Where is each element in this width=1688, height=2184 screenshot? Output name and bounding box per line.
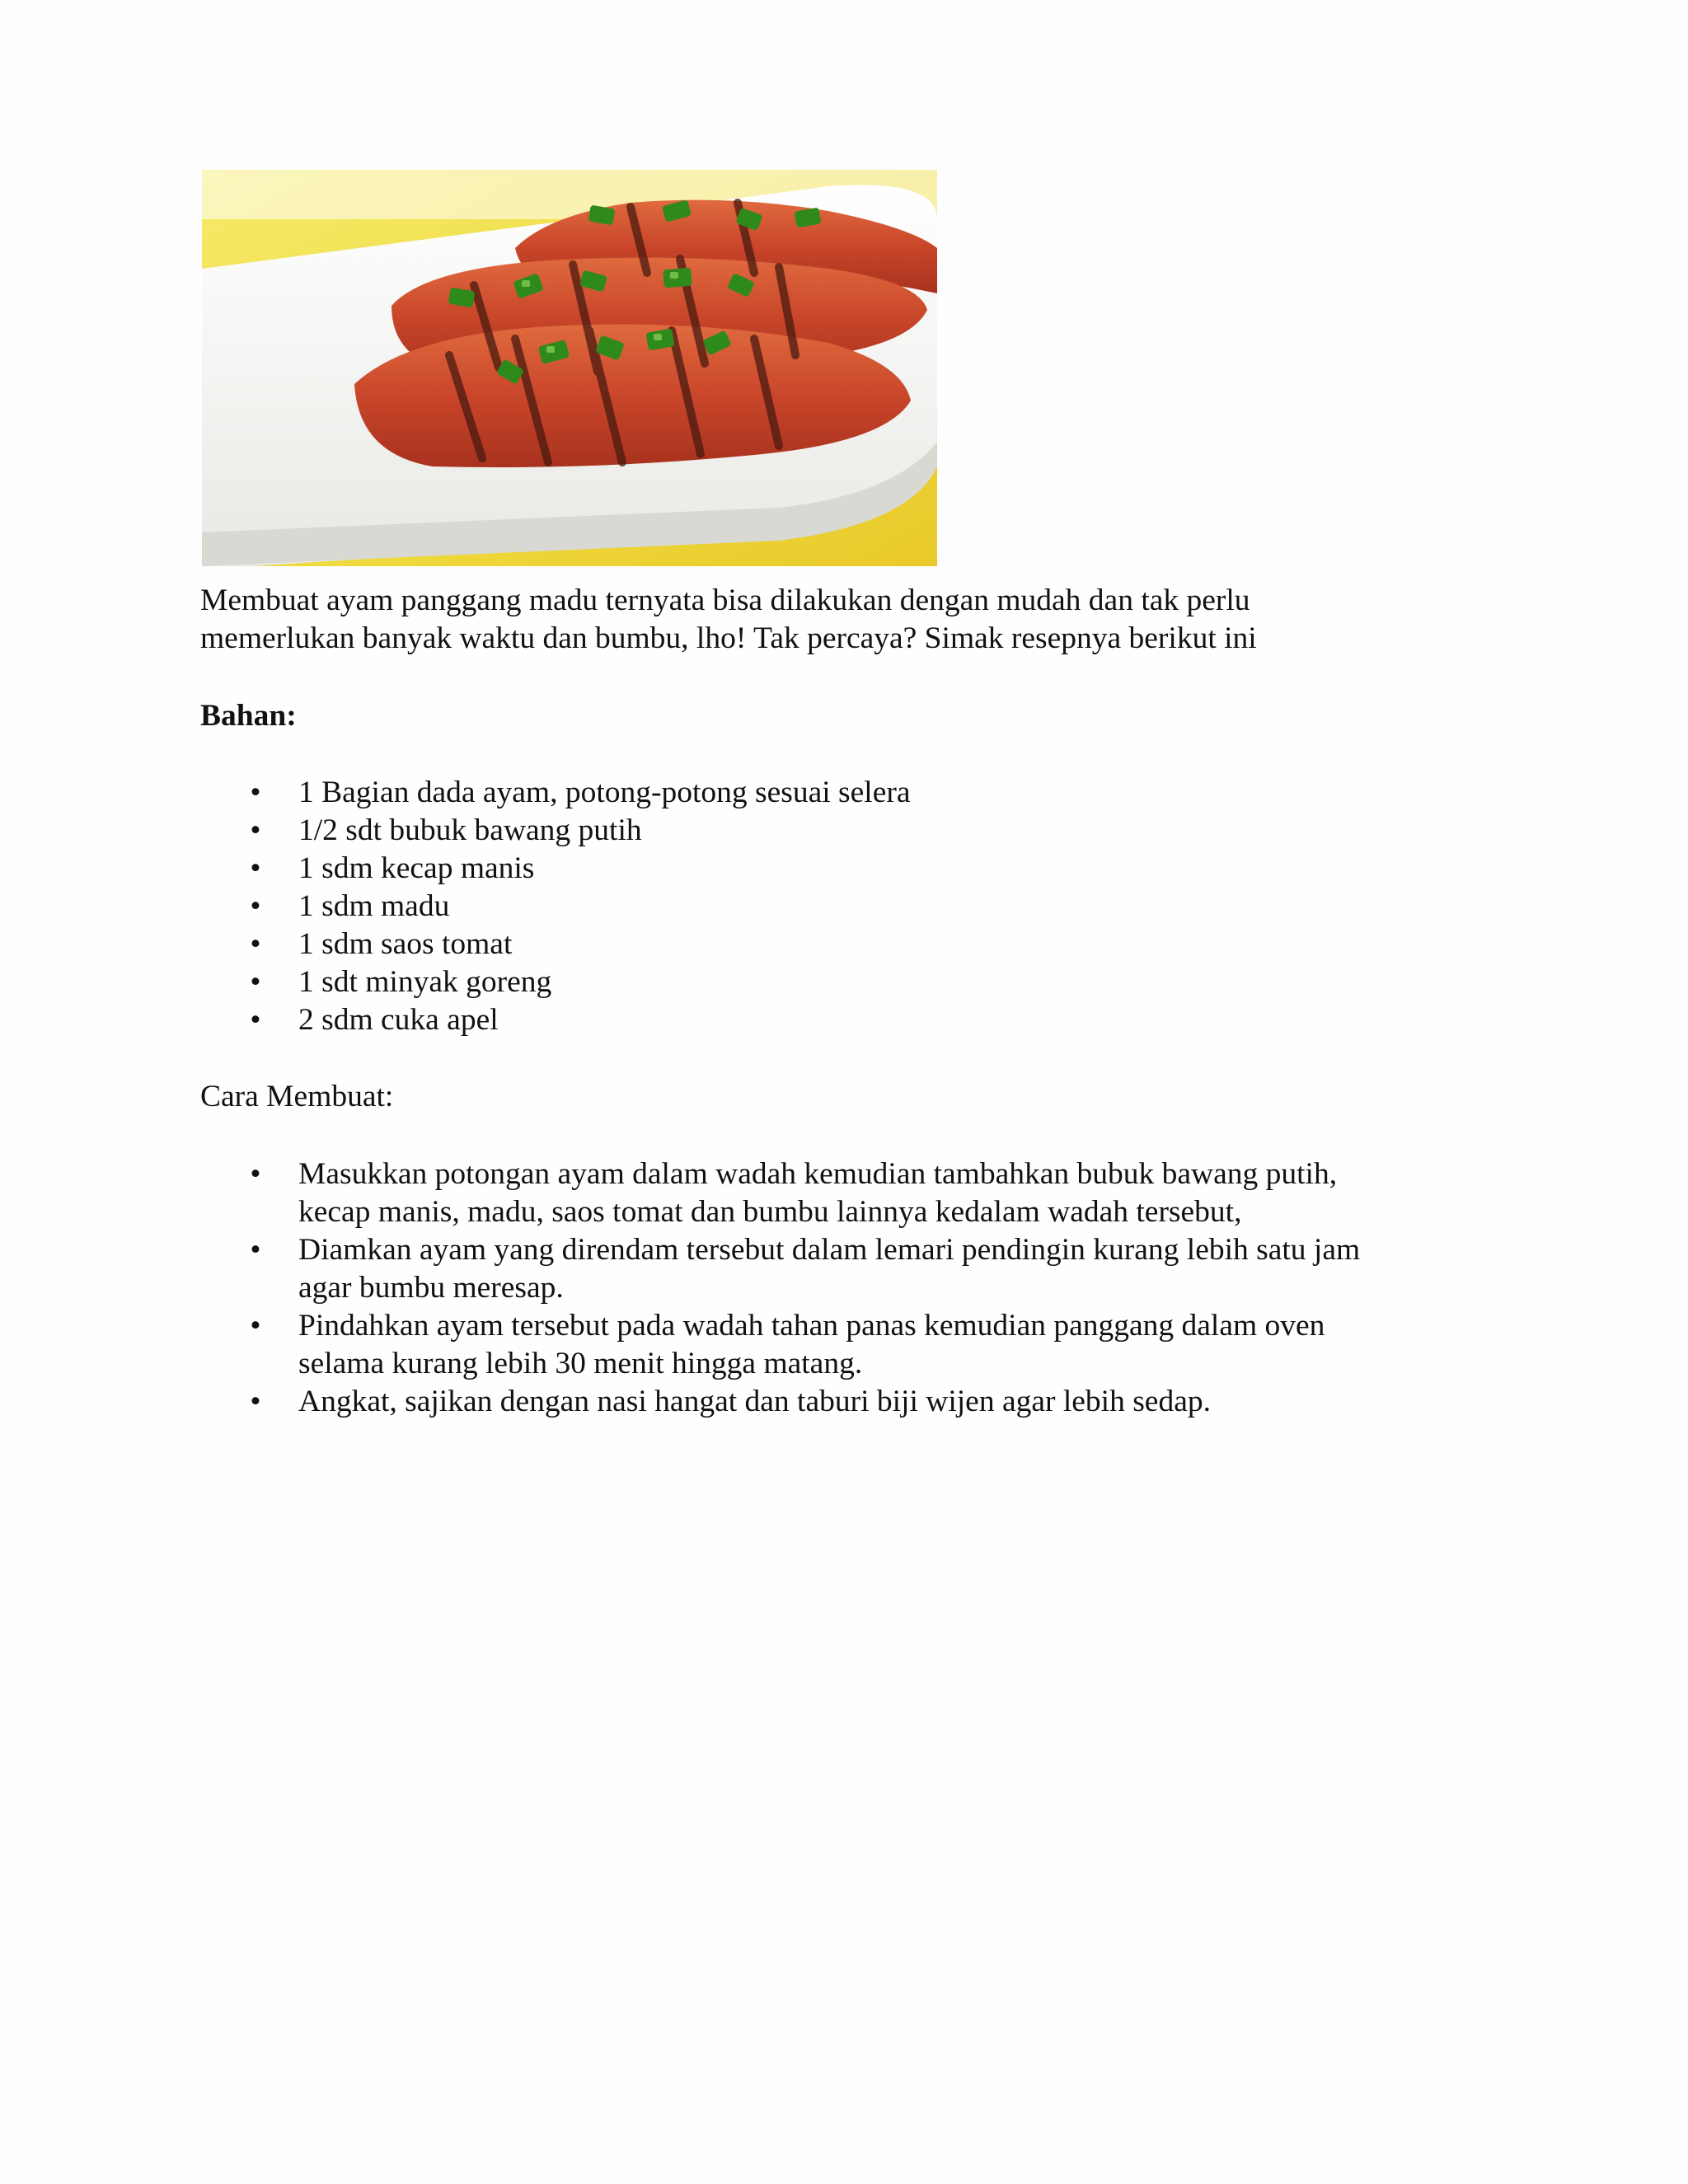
ingredient-text: 1 sdt minyak goreng <box>298 965 552 999</box>
grilled-chicken-photo <box>202 170 937 566</box>
bullet-icon: • <box>250 1157 261 1191</box>
bullet-icon: • <box>250 1309 261 1343</box>
ingredient-text: 2 sdm cuka apel <box>298 1003 499 1037</box>
step-text: selama kurang lebih 30 menit hingga matang. <box>298 1347 863 1380</box>
list-item <box>0 850 1452 888</box>
ingredients-heading: Bahan: <box>200 699 297 733</box>
ingredient-text: 1 sdm saos tomat <box>298 927 513 961</box>
list-item <box>0 1001 1452 1039</box>
intro-line: memerlukan banyak waktu dan bumbu, lho! Tak percaya? Simak resepnya berikut ini <box>200 621 1257 655</box>
step-text: kecap manis, madu, saos tomat dan bumbu lainnya kedalam wadah tersebut, <box>298 1195 1242 1229</box>
intro-line: Membuat ayam panggang madu ternyata bisa dilakukan dengan mudah dan tak perlu <box>200 583 1250 617</box>
list-item <box>0 1155 1452 1231</box>
list-item <box>0 926 1452 963</box>
list-item <box>0 1383 1452 1421</box>
list-item <box>0 888 1452 926</box>
ingredient-text: 1 sdm madu <box>298 889 450 923</box>
method-heading: Cara Membuat: <box>200 1080 394 1113</box>
bullet-icon: • <box>250 1003 261 1037</box>
list-item <box>0 774 1452 812</box>
step-text: Angkat, sajikan dengan nasi hangat dan taburi biji wijen agar lebih sedap. <box>298 1385 1211 1418</box>
bullet-icon: • <box>250 851 261 885</box>
ingredient-text: 1/2 sdt bubuk bawang putih <box>298 813 642 847</box>
method-steps-list <box>0 1155 1452 1421</box>
list-item <box>0 1307 1452 1383</box>
step-text: Diamkan ayam yang direndam tersebut dalam lemari pendingin kurang lebih satu jam <box>298 1233 1361 1267</box>
bullet-icon: • <box>250 813 261 847</box>
bullet-icon: • <box>250 889 261 923</box>
bullet-icon: • <box>250 965 261 999</box>
list-item <box>0 812 1452 850</box>
bullet-icon: • <box>250 927 261 961</box>
step-text: Pindahkan ayam tersebut pada wadah tahan panas kemudian panggang dalam oven <box>298 1309 1325 1343</box>
intro-paragraph <box>200 582 1470 658</box>
bullet-icon: • <box>250 1233 261 1267</box>
step-text: Masukkan potongan ayam dalam wadah kemudian tambahkan bubuk bawang putih, <box>298 1157 1338 1191</box>
step-text: agar bumbu meresap. <box>298 1271 564 1305</box>
ingredient-text: 1 Bagian dada ayam, potong-potong sesuai selera <box>298 776 911 809</box>
ingredients-list <box>0 774 1452 1039</box>
list-item <box>0 963 1452 1001</box>
ingredient-text: 1 sdm kecap manis <box>298 851 535 885</box>
bullet-icon: • <box>250 1385 261 1418</box>
list-item <box>0 1231 1452 1307</box>
bullet-icon: • <box>250 776 261 809</box>
